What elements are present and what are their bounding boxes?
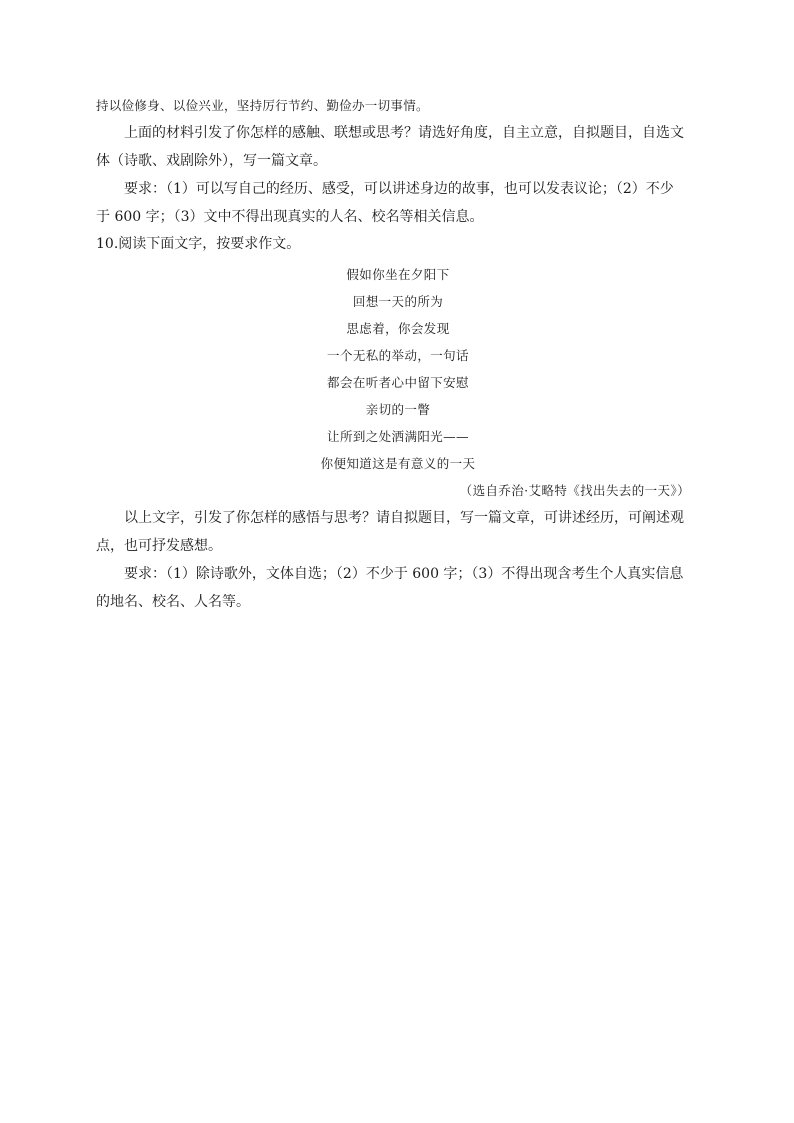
poem-line: 假如你坐在夕阳下	[346, 267, 450, 282]
poem-line: 回想一天的所为	[352, 294, 444, 309]
q9-requirements	[96, 175, 700, 231]
poem-line: 亲切的一瞥	[365, 402, 431, 417]
q9-requirements-line-1: 要求：（1）可以写自己的经历、感受，可以讲述身边的故事，也可以发表议论；（2）不少	[124, 181, 674, 197]
document-page	[96, 92, 700, 616]
q10-prompt-line-1: 以上文字，引发了你怎样的感悟与思考？请自拟题目，写一篇文章，可讲述经历，可阐述观	[124, 510, 684, 526]
poem-line: 让所到之处洒满阳光——	[327, 429, 469, 444]
q10-requirements-line-2: 的地名、校名、人名等。	[96, 594, 250, 610]
q9-prompt-line-2: 体（诗歌、戏剧除外），写一篇文章。	[96, 153, 327, 169]
q10-requirements	[96, 560, 700, 616]
q10-requirements-line-1: 要求：（1）除诗歌外，文体自选；（2）不少于 600 字；（3）不得出现含考生个人真实信息	[124, 566, 684, 582]
q9-prompt-line-1: 上面的材料引发了你怎样的感触、联想或思考？请选好角度，自主立意，自拟题目，自选文	[124, 125, 684, 141]
poem-line: 你便知道这是有意义的一天	[320, 456, 476, 471]
poem-attribution: （选自乔治·艾略特《找出失去的一天》）	[459, 483, 690, 498]
continuation-text: 持以俭修身、以俭兴业，坚持厉行节约、勤俭办一切事情。	[96, 98, 429, 113]
q10-prompt	[96, 504, 700, 560]
poem-line: 一个无私的举动，一句话	[327, 348, 469, 363]
q10-title: 10.阅读下面文字，按要求作文。	[96, 236, 301, 252]
q10-poem	[96, 261, 700, 477]
q9-requirements-line-2: 于 600 字；（3）文中不得出现真实的人名、校名等相关信息。	[96, 209, 484, 225]
q10-prompt-line-2: 点，也可抒发感想。	[96, 538, 222, 554]
q9-prompt	[96, 119, 700, 175]
poem-line: 思虑着，你会发现	[346, 321, 450, 336]
poem-line: 都会在听者心中留下安慰	[327, 375, 469, 390]
